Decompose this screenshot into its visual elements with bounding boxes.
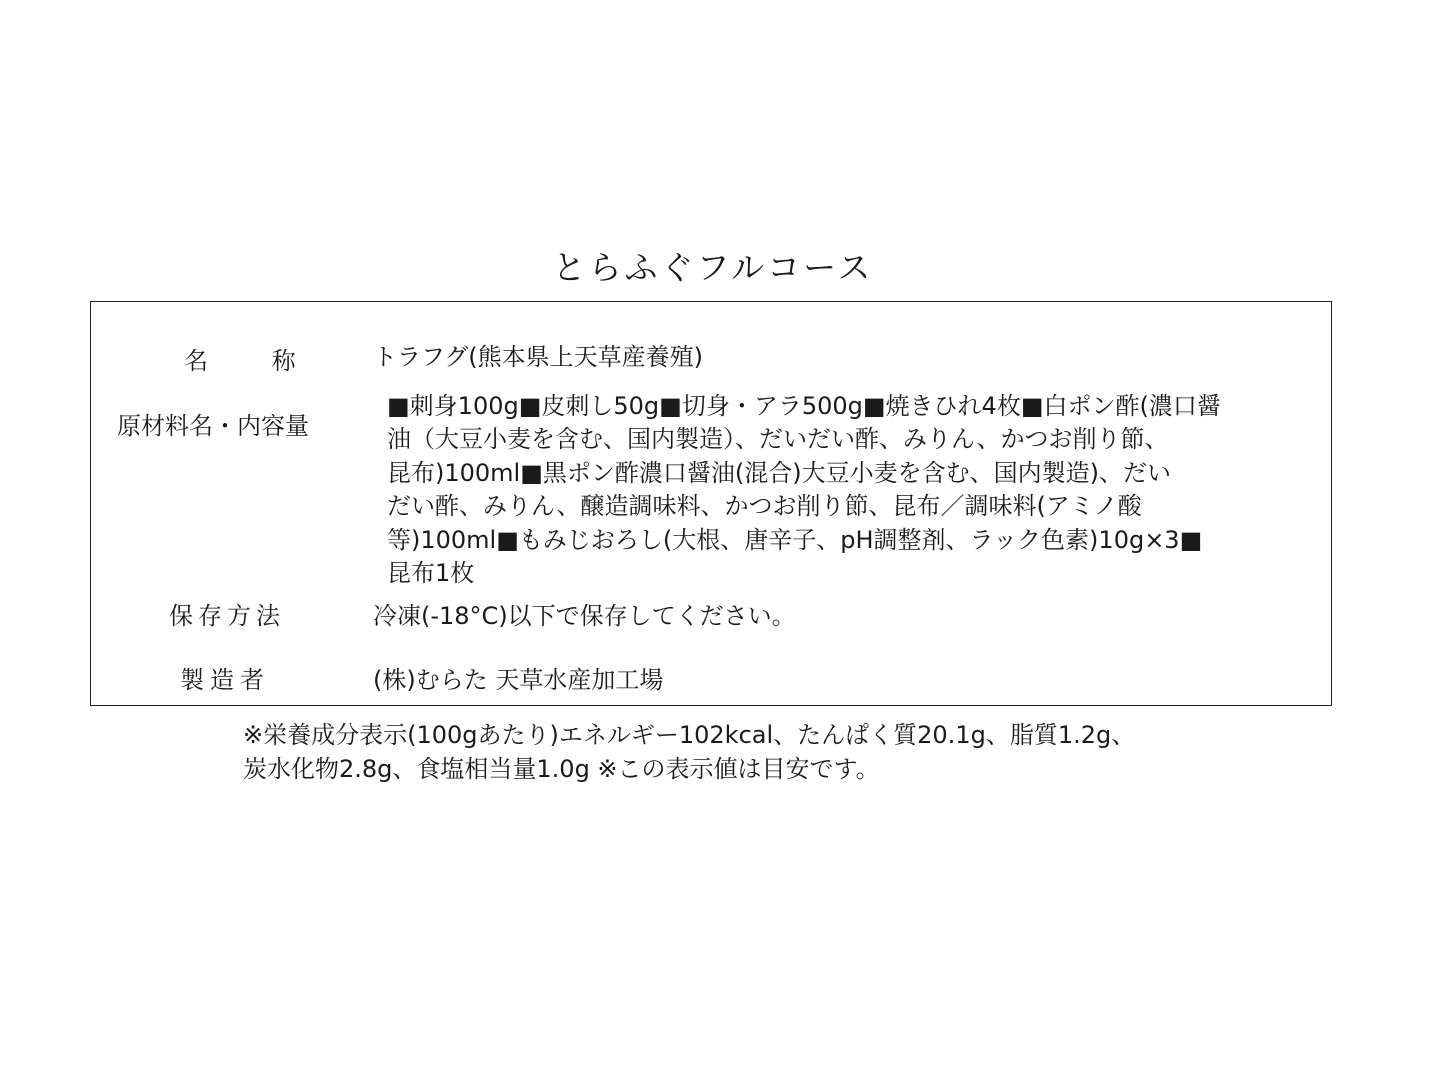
name-label: 名 称 <box>184 347 324 375</box>
name-value: トラフグ(熊本県上天草産養殖) <box>373 343 704 371</box>
maker-label: 製造者 <box>180 666 270 694</box>
maker-value: (株)むらた 天草水産加工場 <box>373 666 664 694</box>
nutrition-note: ※栄養成分表示(100gあたり)エネルギー102kcal、たんぱく質20.1g、脂質1.2g、 炭水化物2.8g、食塩相当量1.0g ※この表示値は目安です。 <box>243 721 1136 783</box>
document-title: とらふぐフルコース <box>552 248 874 287</box>
ingredients-value: ■刺身100g■皮刺し50g■切身・アラ500g■焼きひれ4枚■白ポン酢(濃口醤 油（大豆小麦を含む、国内製造）、だいだい酢、みりん、かつお削り節、 昆布)100ml■黒ポン酢濃口醤油(混合)大豆小麦を含む、国内製造)、だい だい酢、みりん、醸造調味料、かつお削り節、昆布／調味料(アミノ酸 等)100ml■もみじおろし(大根、唐辛子、pH調整剤、ラック色素)10g×3■ 昆布1枚 <box>387 392 1221 588</box>
storage-label: 保存方法 <box>169 602 285 630</box>
ingredients-label: 原材料名・内容量 <box>117 412 309 440</box>
product-label-table <box>90 301 1332 706</box>
storage-value: 冷凍(-18°C)以下で保存してください。 <box>373 602 796 630</box>
